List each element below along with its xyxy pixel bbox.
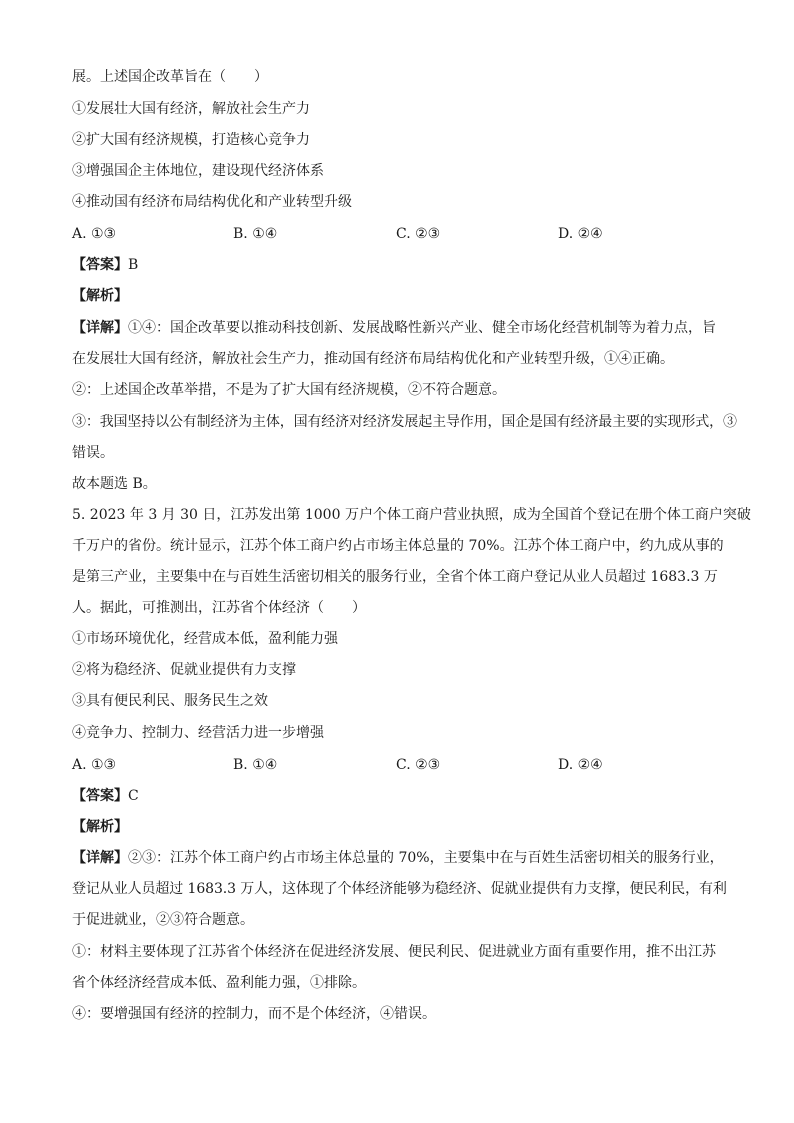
q4-choice-2: ②扩大国有经济规模，打造核心竞争力 bbox=[72, 132, 310, 148]
q5-explanation-1 bbox=[72, 848, 724, 868]
q4-choice-3: ③增强国企主体地位，建设现代经济体系 bbox=[72, 163, 324, 179]
q4-option-c: C. ②③ bbox=[396, 226, 441, 242]
q4-explanation-1 bbox=[72, 318, 716, 338]
q4-conclusion: 故本题选 B。 bbox=[72, 476, 157, 492]
q4-explanation-5: 错误。 bbox=[72, 445, 114, 461]
q5-choice-3: ③具有便民利民、服务民生之效 bbox=[72, 693, 268, 709]
q5-option-b: B. ①④ bbox=[233, 757, 278, 773]
q5-answer-value: C bbox=[128, 788, 139, 804]
q4-explanation-4: ③：我国坚持以公有制经济为主体，国有经济对经济发展起主导作用，国企是国有经济最主要的实现形式，③ bbox=[72, 414, 737, 430]
q4-choice-4: ④推动国有经济布局结构优化和产业转型升级 bbox=[72, 194, 352, 210]
q5-answer-tag: 【答案】 bbox=[72, 788, 128, 804]
q5-stem-1: 5. 2023 年 3 月 30 日，江苏发出第 1000 万户个体工商户营业执照，成为全国首个登记在册个体工商户突破 bbox=[72, 507, 751, 523]
q5-explanation-2: 登记从业人员超过 1683.3 万人，这体现了个体经济能够为稳经济、促就业提供有力支撑，便民利民，有利 bbox=[72, 881, 727, 897]
q4-explanation-2: 在发展壮大国有经济，解放社会生产力，推动国有经济布局结构优化和产业转型升级，①④正确。 bbox=[72, 351, 674, 367]
q4-answer-tag: 【答案】 bbox=[72, 257, 128, 273]
q5-detail-tag: 【详解】 bbox=[72, 850, 128, 866]
q5-option-a: A. ①③ bbox=[72, 757, 117, 773]
q4-stem-end: 展。上述国企改革旨在（ ） bbox=[72, 69, 268, 85]
q4-option-b: B. ①④ bbox=[233, 226, 278, 242]
q5-explanation-5: 省个体经济经营成本低、盈利能力强，①排除。 bbox=[72, 975, 366, 991]
q5-analysis-tag: 【解析】 bbox=[72, 819, 128, 835]
q4-explanation-text-1: ①④：国企改革要以推动科技创新、发展战略性新兴产业、健全市场化经营机制等为着力点，旨 bbox=[128, 320, 716, 336]
q4-answer bbox=[72, 255, 138, 275]
q5-stem-3: 是第三产业，主要集中在与百姓生活密切相关的服务行业，全省个体工商户登记从业人员超过 1683.3 万 bbox=[72, 569, 718, 585]
q4-option-a: A. ①③ bbox=[72, 226, 117, 242]
q5-option-c: C. ②③ bbox=[396, 757, 441, 773]
q5-explanation-6: ④：要增强国有经济的控制力，而不是个体经济，④错误。 bbox=[72, 1006, 436, 1022]
q4-explanation-3: ②：上述国企改革举措，不是为了扩大国有经济规模，②不符合题意。 bbox=[72, 382, 506, 398]
q5-stem-4: 人。据此，可推测出，江苏省个体经济（ ） bbox=[72, 600, 366, 616]
q5-answer bbox=[72, 786, 139, 806]
q4-choice-1: ①发展壮大国有经济，解放社会生产力 bbox=[72, 101, 310, 117]
q5-stem-2: 千万户的省份。统计显示，江苏个体工商户约占市场主体总量的 70%。江苏个体工商户中，约九成从事的 bbox=[72, 538, 724, 554]
q4-detail-tag: 【详解】 bbox=[72, 320, 128, 336]
q5-explanation-text-1: ②③：江苏个体工商户约占市场主体总量的 70%，主要集中在与百姓生活密切相关的服务行业， bbox=[128, 850, 724, 866]
q5-explanation-4: ①：材料主要体现了江苏省个体经济在促进经济发展、便民利民、促进就业方面有重要作用，推不出江苏 bbox=[72, 944, 716, 960]
q5-choice-2: ②将为稳经济、促就业提供有力支撑 bbox=[72, 662, 296, 678]
q5-choice-4: ④竞争力、控制力、经营活力进一步增强 bbox=[72, 725, 324, 741]
q5-choice-1: ①市场环境优化，经营成本低，盈利能力强 bbox=[72, 631, 338, 647]
q5-option-d: D. ②④ bbox=[558, 757, 603, 773]
q4-analysis-tag: 【解析】 bbox=[72, 288, 128, 304]
q4-option-d: D. ②④ bbox=[558, 226, 603, 242]
q4-answer-value: B bbox=[128, 257, 139, 273]
q5-explanation-3: 于促进就业，②③符合题意。 bbox=[72, 912, 254, 928]
